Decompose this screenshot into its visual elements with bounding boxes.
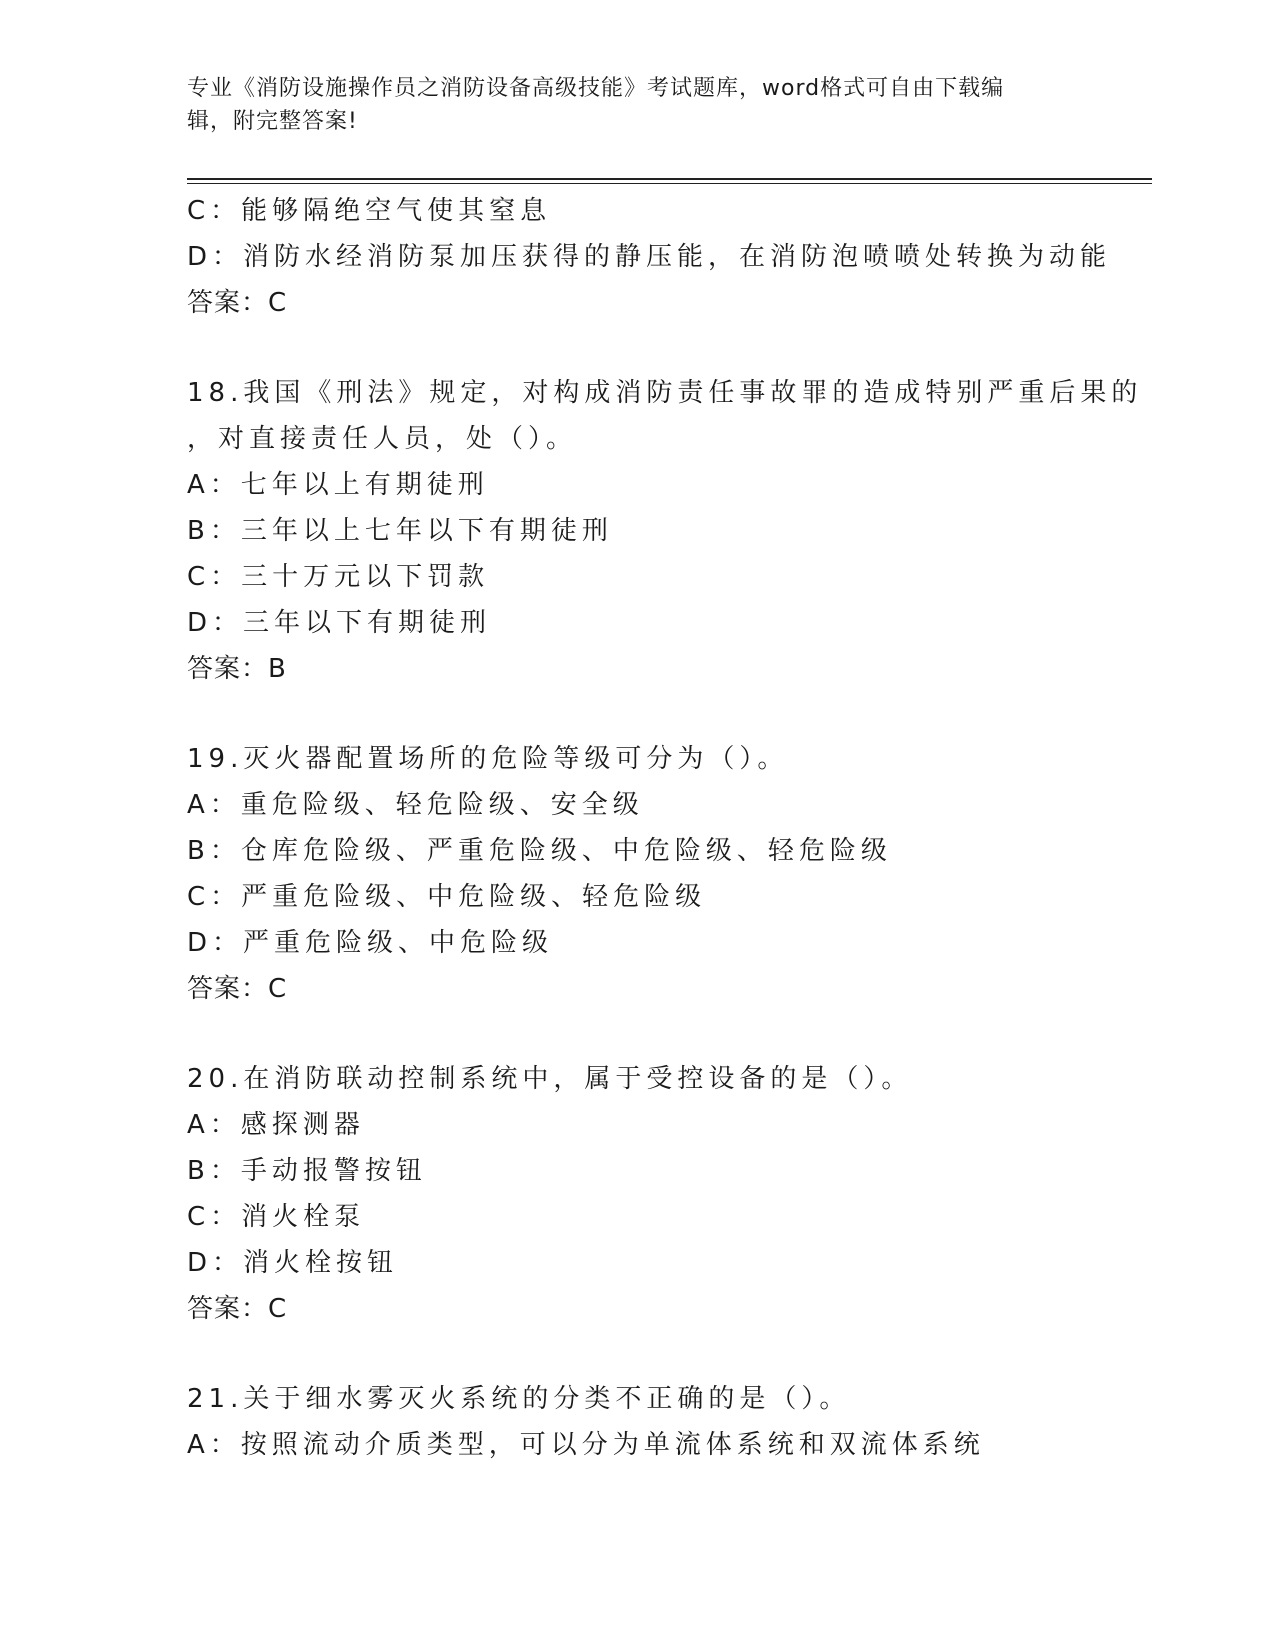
question-stem: ，对直接责任人员，处（）。 (187, 424, 578, 454)
header-line-1: 专业《消防设施操作员之消防设备高级技能》考试题库，word格式可自由下载编 (187, 76, 1005, 101)
header-line-2: 辑，附完整答案! (187, 109, 358, 134)
option-c: C：能够隔绝空气使其窒息 (187, 196, 552, 226)
option-b: B：手动报警按钮 (187, 1156, 427, 1186)
option-b: B：仓库危险级、严重危险级、中危险级、轻危险级 (187, 836, 892, 866)
option-d: D：严重危险级、中危险级 (187, 928, 554, 958)
question-stem: 18.我国《刑法》规定，对构成消防责任事故罪的造成特别严重后果的 (187, 378, 1143, 408)
question-19 (187, 736, 1147, 1012)
answer: 答案：C (187, 288, 288, 318)
spacer (187, 692, 1147, 736)
spacer (187, 326, 1147, 370)
option-a: A：按照流动介质类型，可以分为单流体系统和双流体系统 (187, 1430, 985, 1460)
spacer (187, 1012, 1147, 1056)
question-stem: 20.在消防联动控制系统中，属于受控设备的是（）。 (187, 1064, 913, 1094)
answer: 答案：B (187, 654, 287, 684)
option-a: A：重危险级、轻危险级、安全级 (187, 790, 644, 820)
option-c: C：消火栓泵 (187, 1202, 366, 1232)
question-17-tail (187, 188, 1147, 326)
answer: 答案：C (187, 974, 288, 1004)
option-a: A：感探测器 (187, 1110, 365, 1140)
header-divider-thick (187, 178, 1152, 180)
answer: 答案：C (187, 1294, 288, 1324)
option-a: A：七年以上有期徒刑 (187, 470, 489, 500)
question-18 (187, 370, 1147, 692)
option-d: D：三年以下有期徒刑 (187, 608, 492, 638)
option-d: D：消防水经消防泵加压获得的静压能，在消防泡喷喷处转换为动能 (187, 242, 1112, 272)
option-d: D：消火栓按钮 (187, 1248, 399, 1278)
header-divider-thin (187, 183, 1152, 184)
question-21 (187, 1376, 1147, 1468)
question-stem: 19.灭火器配置场所的危险等级可分为（）。 (187, 744, 789, 774)
spacer (187, 1332, 1147, 1376)
option-b: B：三年以上七年以下有期徒刑 (187, 516, 613, 546)
question-20 (187, 1056, 1147, 1332)
question-stem: 21.关于细水雾灭火系统的分类不正确的是（）。 (187, 1384, 851, 1414)
document-header (187, 72, 1087, 138)
option-c: C：严重危险级、中危险级、轻危险级 (187, 882, 707, 912)
option-c: C：三十万元以下罚款 (187, 562, 490, 592)
question-content (187, 188, 1147, 1468)
